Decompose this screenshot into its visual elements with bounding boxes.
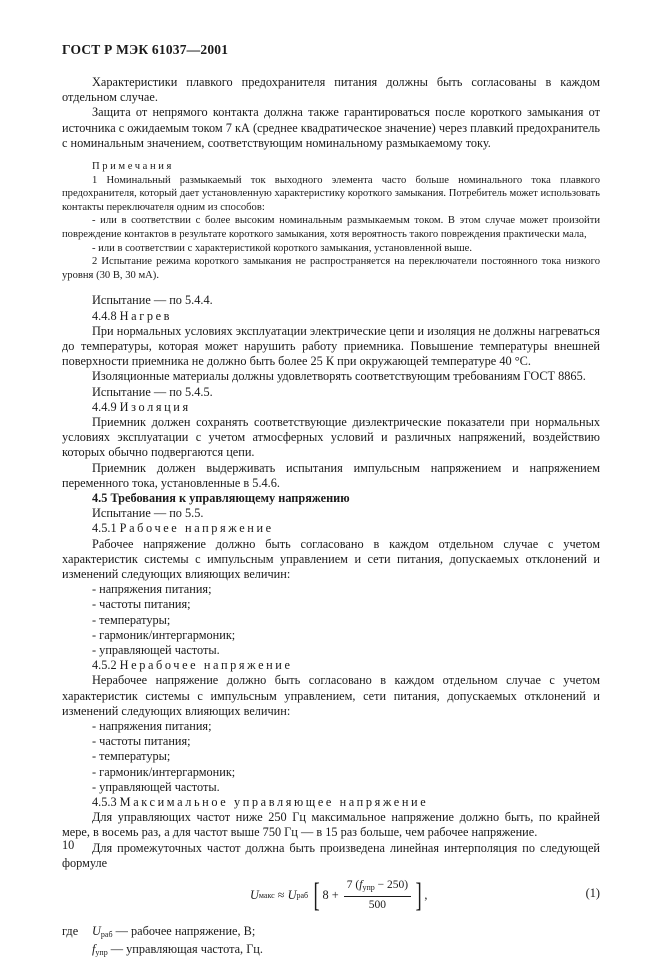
note-1: 1 Номинальный размыкаемый ток выходного элемента часто больше номинального тока плавкого предохранителя, который дает установленную характеристику короткого замыкания. Потребитель может использовать контакты переключателя одним из способов: — [62, 174, 600, 213]
formula-subscript: упр — [95, 948, 108, 958]
influence-list-2 — [62, 719, 600, 795]
numerator-text: 7 ( — [346, 879, 360, 892]
formula-var: U — [287, 888, 297, 903]
where-definition — [92, 942, 263, 960]
formula-var: f — [92, 942, 96, 957]
page-number: 10 — [62, 838, 75, 852]
paragraph: Защита от непрямого контакта должна также гарантироваться после короткого замыкания от источника с ожидаемым током 7 кА (среднее квадратическое значение) через плавкий предохранитель с номинальным значением, соответствующим номинальному размыкаемому току. — [62, 105, 600, 150]
page-body — [62, 75, 600, 960]
paragraph: Рабочее напряжение должно быть согласовано в каждом отдельном случае с учетом характеристик системы с импульсным управлением и сети питания, допускаемых отклонений и изменений следующих влияющих величин: — [62, 536, 600, 582]
paragraph: При нормальных условиях эксплуатации электрические цепи и изоляция не должны нагреваться до температуры, которая может нарушить работу приемника. Повышение температуры внешней поверхности приемника не должно быть более 25 К при окружающей температуре 40 °С. — [62, 323, 600, 369]
formula-trail: , — [424, 888, 428, 903]
formula-bracket-close: ] — [415, 876, 422, 914]
test-reference: Испытание — по 5.4.4. — [92, 293, 213, 308]
paragraph: Для управляющих частот ниже 250 Гц максимальное напряжение должно быть, по крайней мере, в восемь раз, а для частот выше 750 Гц — в 15 раз больше, чем рабочее напряжение. — [62, 810, 600, 840]
document-header: ГОСТ Р МЭК 61037—2001 — [62, 42, 229, 57]
definition-text: — рабочее напряжение, В; — [115, 924, 256, 939]
paragraph: Характеристики плавкого предохранителя питания должны быть согласованы в каждом отдельном случае. — [62, 75, 600, 105]
section-number: 4.5.1 — [92, 521, 117, 536]
section-heading-4-5-2 — [62, 658, 600, 673]
paragraph: Приемник должен выдерживать испытания импульсным напряжением и напряжением переменного тока, установленные в 5.4.6. — [62, 460, 600, 490]
section-heading-4-5-1 — [62, 521, 600, 536]
list-item: - температуры; — [92, 749, 171, 764]
fraction-denominator: 500 — [368, 899, 387, 912]
formula-var: f — [359, 879, 363, 892]
note-1-option-b: - или в соответствии с характеристикой короткого замыкания, установленной выше. — [92, 242, 473, 254]
section-title: Рабочее напряжение — [119, 521, 274, 536]
section-heading-4-4-9 — [62, 400, 600, 415]
paragraph: Нерабочее напряжение должно быть согласовано в каждом отдельном случае с учетом характеристик системы с импульсным управлением, сети питания, допускаемых отклонений и изменений следующих влияющих величин: — [62, 673, 600, 718]
section-title: Максимальное управляющее напряжение — [119, 795, 429, 810]
definition-text: — управляющая частота, Гц. — [110, 942, 263, 957]
list-item: - управляющей частоты. — [92, 779, 220, 794]
section-number: 4.4.9 — [92, 399, 117, 414]
where-line-1 — [62, 924, 600, 942]
section-heading-4-4-8 — [62, 309, 600, 324]
section-title: Изоляция — [119, 399, 191, 414]
where-word: где — [62, 924, 79, 939]
fraction-numerator — [344, 878, 411, 897]
formula-bracket-open: [ — [313, 876, 320, 914]
section-heading-4-5: 4.5 Требования к управляющему напряжению — [92, 491, 350, 505]
paragraph: Приемник должен сохранять соответствующие диэлектрические показатели при нормальных условиях эксплуатации с учетом атмосферных условий и различных напряжений, воздействию которых обычно подвергаются цепи. — [62, 414, 600, 460]
where-line-2 — [62, 942, 600, 960]
list-item: - частоты питания; — [92, 734, 191, 749]
formula-expression — [250, 878, 427, 913]
list-item: - гармоник/интергармоник; — [92, 627, 236, 642]
section-title: Нагрев — [119, 308, 173, 323]
influence-list-1 — [62, 582, 600, 658]
list-item: - напряжения питания; — [92, 719, 212, 734]
notes-title: Примечания — [92, 161, 174, 173]
formula-term: 8 + — [322, 888, 339, 903]
note-1-option-a: - или в соответствии с более высоким номинальным размыкаемым током. В этом случае может произойти повреждение контактов в результате короткого замыкания, хотя вероятность такого повреждения практически мала, — [62, 215, 600, 240]
section-number: 4.4.8 — [92, 308, 117, 323]
formula-var: U — [250, 888, 259, 903]
formula-subscript: раб — [296, 891, 309, 901]
formula-subscript: упр — [362, 883, 375, 893]
list-item: - частоты питания; — [92, 597, 191, 612]
formula-subscript: макс — [258, 891, 275, 901]
notes-heading — [62, 160, 600, 174]
formula-approx: ≈ — [277, 888, 285, 903]
list-item: - управляющей частоты. — [92, 643, 220, 658]
section-heading-4-5-3 — [62, 795, 600, 810]
test-reference: Испытание — по 5.5. — [92, 506, 204, 521]
list-item: - температуры; — [92, 612, 171, 627]
paragraph: Изоляционные материалы должны удовлетворять соответствующим требованиям ГОСТ 8865. — [92, 369, 586, 384]
note-2: 2 Испытание режима короткого замыкания не распространяется на переключатели постоянного тока низкого уровня (30 В, 30 мА). — [62, 256, 600, 281]
list-item: - напряжения питания; — [92, 582, 212, 597]
test-reference: Испытание — по 5.4.5. — [92, 384, 213, 399]
formula-var: U — [92, 924, 101, 939]
list-item: - гармоник/интергармоник; — [92, 764, 236, 779]
section-number: 4.5.2 — [92, 658, 117, 673]
paragraph: Для промежуточных частот должна быть произведена линейная интерполяция по следующей формуле — [62, 840, 600, 870]
section-number: 4.5.3 — [92, 795, 117, 810]
equation-number: (1) — [585, 886, 600, 901]
where-definition — [92, 924, 255, 942]
section-title: Нерабочее напряжение — [119, 658, 293, 673]
numerator-text: − 250) — [377, 879, 409, 892]
formula-fraction — [344, 878, 411, 913]
formula-subscript: раб — [100, 930, 113, 940]
formula-1 — [62, 874, 600, 920]
